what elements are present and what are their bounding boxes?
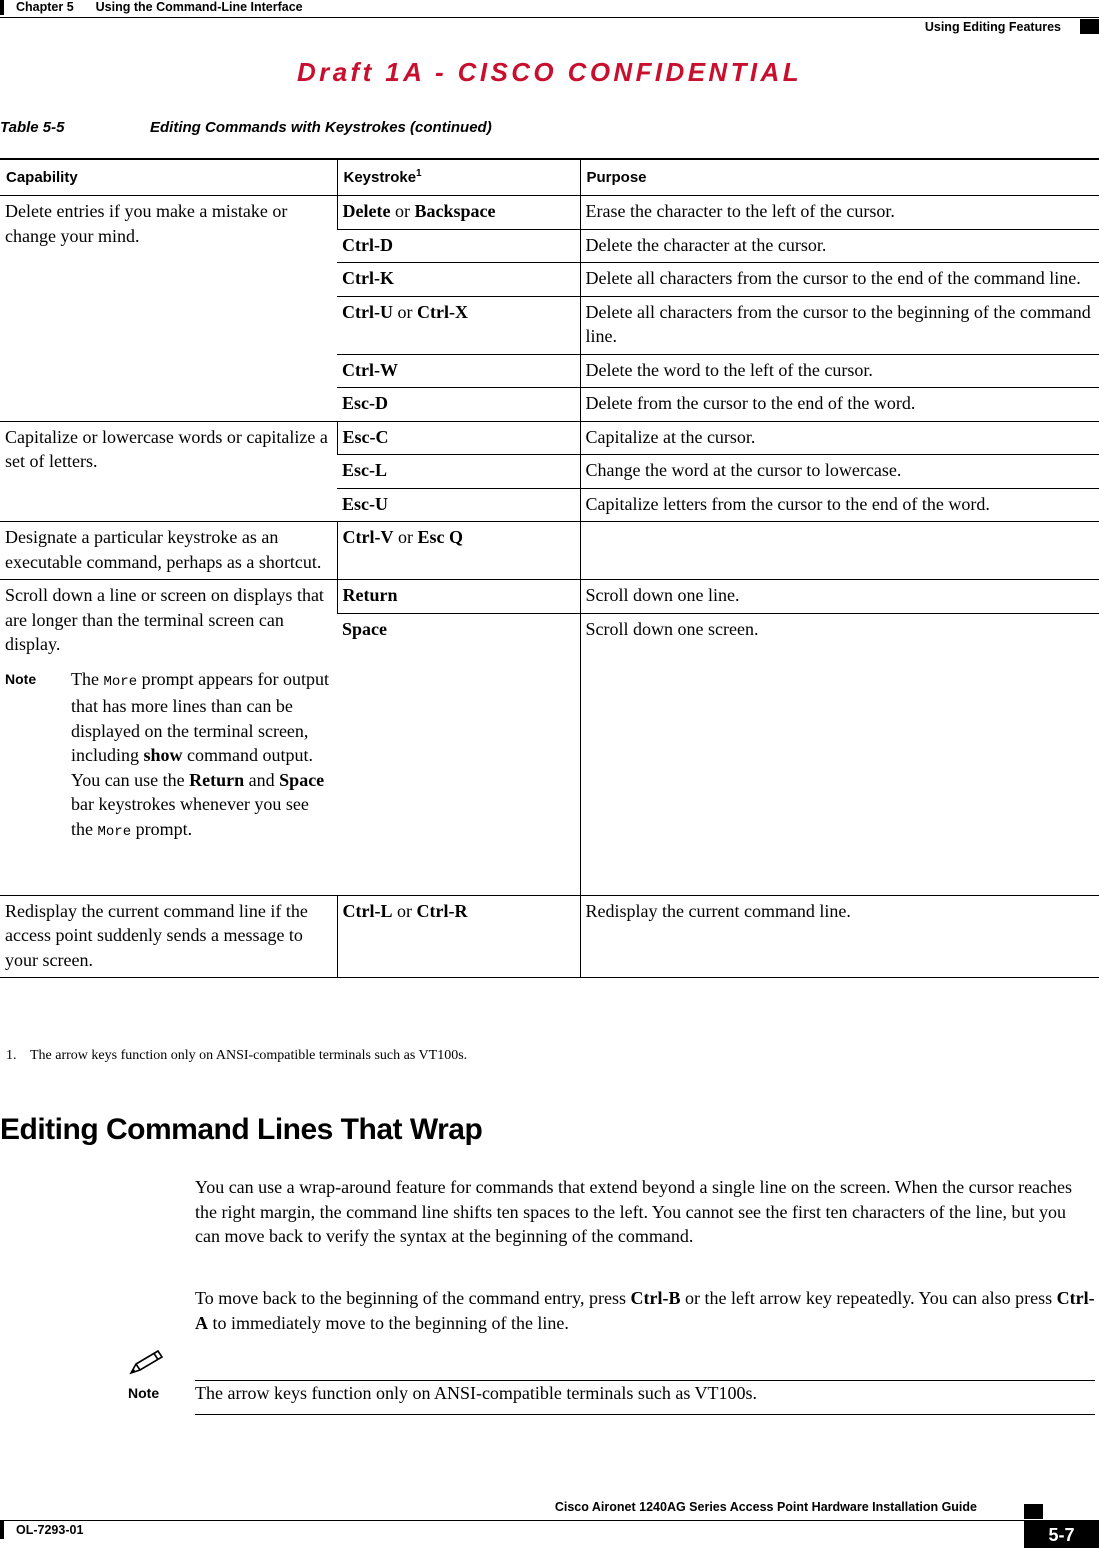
note-text: The arrow keys function only on ANSI-compatible terminals such as VT100s.	[195, 1383, 758, 1403]
keystroke-cell	[337, 488, 580, 522]
note-pencil-icon	[128, 1349, 164, 1375]
or-text: or	[396, 900, 412, 921]
note-span: command output. You can use the	[71, 745, 313, 790]
keystroke: Ctrl-B	[630, 1288, 681, 1308]
keystroke: Ctrl-V	[342, 527, 394, 547]
note-label: Note	[5, 670, 37, 687]
footnote-text: The arrow keys function only on ANSI-compatible terminals such as VT100s.	[30, 1048, 468, 1063]
table-row	[0, 522, 1099, 580]
note-label: Note	[128, 1385, 160, 1401]
section-header: Using Editing Features	[924, 20, 1061, 34]
note-bold: Return	[189, 769, 245, 790]
table-row	[0, 580, 1099, 614]
footnote-ref: 1	[416, 167, 422, 179]
footer-rule	[0, 1520, 1024, 1521]
note-rule-bottom	[195, 1414, 1095, 1415]
purpose-cell: Capitalize letters from the cursor to the end of the word.	[580, 488, 1099, 522]
capability-cell: Delete entries if you make a mistake or change your mind.	[0, 196, 337, 422]
or-text: or	[397, 527, 413, 547]
table-header-row	[0, 159, 1099, 196]
table-caption	[0, 119, 492, 136]
keystroke-cell	[337, 196, 580, 230]
keystroke: Ctrl-R	[416, 900, 468, 921]
col-purpose: Purpose	[580, 159, 1099, 196]
purpose-cell: Redisplay the current command line.	[580, 895, 1099, 978]
capability-cell	[0, 580, 337, 896]
note-span: bar keystrokes whenever you see the	[71, 794, 309, 839]
table-row	[0, 895, 1099, 978]
keystroke: Esc-U	[342, 493, 388, 514]
purpose-cell: Capitalize at the cursor.	[580, 421, 1099, 455]
keystroke-cell	[337, 421, 580, 455]
keystroke: Backspace	[414, 201, 496, 221]
keystroke-cell	[337, 455, 580, 489]
keystroke: Space	[342, 618, 387, 639]
note-span: The	[71, 668, 104, 689]
or-text: or	[394, 201, 410, 221]
keystroke: Ctrl-D	[342, 234, 393, 255]
scroll-capability-text: Scroll down a line or screen on displays that are longer than the terminal screen can display.	[5, 585, 324, 654]
keystroke-cell	[337, 522, 580, 580]
keystroke: Ctrl-W	[342, 359, 398, 380]
capability-cell: Redisplay the current command line if the access point suddenly sends a message to your screen.	[0, 895, 337, 978]
col-capability: Capability	[0, 159, 337, 196]
keystroke: Ctrl-K	[342, 268, 394, 288]
footer-marker	[1024, 1504, 1043, 1519]
purpose-cell	[580, 522, 1099, 580]
note-span: prompt.	[131, 818, 193, 839]
capability-cell: Capitalize or lowercase words or capitalize a set of letters.	[0, 421, 337, 522]
text-span: to immediately move to the beginning of the line.	[208, 1312, 569, 1333]
keystroke-cell	[337, 229, 580, 263]
keystroke-cell	[337, 613, 580, 895]
table-caption-label: Table 5-5	[0, 119, 65, 136]
keystroke-cell	[337, 580, 580, 614]
chapter-title: Using the Command-Line Interface	[95, 0, 303, 14]
col-keystroke-label: Keystroke	[343, 168, 417, 186]
paragraph: You can use a wrap-around feature for commands that extend beyond a single line on the screen. When the cursor reaches the right margin, the command line shifts ten spaces to the left. You cannot see the first ten characters of the line, but you can move back to verify the syntax at the beginning of the command.	[195, 1177, 1073, 1246]
keystroke: Esc-C	[342, 426, 389, 447]
purpose-cell: Delete all characters from the cursor to the beginning of the command line.	[580, 296, 1099, 354]
keystroke: Ctrl-U	[342, 301, 393, 322]
keystroke: Ctrl-X	[416, 301, 468, 322]
table-row	[0, 196, 1099, 230]
purpose-cell: Scroll down one screen.	[580, 613, 1099, 895]
text-span: or the left arrow key repeatedly. You can also press	[680, 1288, 1057, 1308]
keystroke-cell	[337, 895, 580, 978]
keystroke-cell	[337, 354, 580, 388]
keystroke: Esc-L	[342, 460, 387, 480]
purpose-cell: Delete all characters from the cursor to the end of the command line.	[580, 263, 1099, 297]
header-rule	[0, 17, 1099, 18]
chapter-header	[16, 0, 303, 14]
keystroke-cell	[337, 296, 580, 354]
table-row	[0, 421, 1099, 455]
purpose-cell: Change the word at the cursor to lowercase.	[580, 455, 1099, 489]
keystroke: Return	[342, 585, 398, 605]
doc-number: OL-7293-01	[16, 1523, 84, 1537]
or-text: or	[397, 301, 413, 322]
footer-bar	[0, 1521, 4, 1539]
note-bold: Space	[279, 769, 325, 790]
keystroke: Esc-D	[342, 393, 388, 413]
code-more: More	[97, 823, 132, 840]
text-span: To move back to the beginning of the command entry, press	[195, 1288, 631, 1308]
keystroke: Ctrl-L	[342, 900, 393, 921]
note-bold: show	[143, 745, 183, 765]
purpose-cell: Delete from the cursor to the end of the word.	[580, 388, 1099, 422]
draft-banner: Draft 1A - CISCO CONFIDENTIAL	[297, 57, 802, 87]
chapter-number: Chapter 5	[16, 0, 74, 14]
table-caption-title: Editing Commands with Keystrokes (continued)	[150, 119, 492, 136]
keystroke-cell	[337, 263, 580, 297]
purpose-cell: Erase the character to the left of the cursor.	[580, 196, 1099, 230]
capability-cell: Designate a particular keystroke as an executable command, perhaps as a shortcut.	[0, 522, 337, 580]
header-marker	[1080, 19, 1099, 34]
note-span: prompt appears for output that has more lines than can be displayed on the terminal screen, including	[71, 668, 330, 765]
keystroke: Esc Q	[417, 527, 463, 547]
paragraph	[195, 1286, 1095, 1335]
code-more: More	[103, 673, 138, 690]
editing-commands-table	[0, 158, 1099, 978]
purpose-cell: Delete the word to the left of the cursor.	[580, 354, 1099, 388]
keystroke-cell	[337, 388, 580, 422]
note-span: and	[244, 769, 280, 790]
section-heading: Editing Command Lines That Wrap	[0, 1113, 483, 1146]
scroll-note	[5, 667, 332, 845]
guide-title: Cisco Aironet 1240AG Series Access Point Hardware Installation Guide	[554, 1500, 977, 1514]
page-number: 5-7	[1024, 1520, 1099, 1548]
keystroke: Ctrl-A	[195, 1288, 1095, 1333]
purpose-cell: Delete the character at the cursor.	[580, 229, 1099, 263]
col-keystroke	[337, 159, 580, 196]
purpose-cell: Scroll down one line.	[580, 580, 1099, 614]
note-text	[71, 667, 332, 845]
header-bar	[0, 0, 4, 15]
footnote-number: 1.	[6, 1048, 17, 1063]
table-footnote	[6, 1048, 467, 1064]
keystroke: Delete	[342, 201, 391, 221]
